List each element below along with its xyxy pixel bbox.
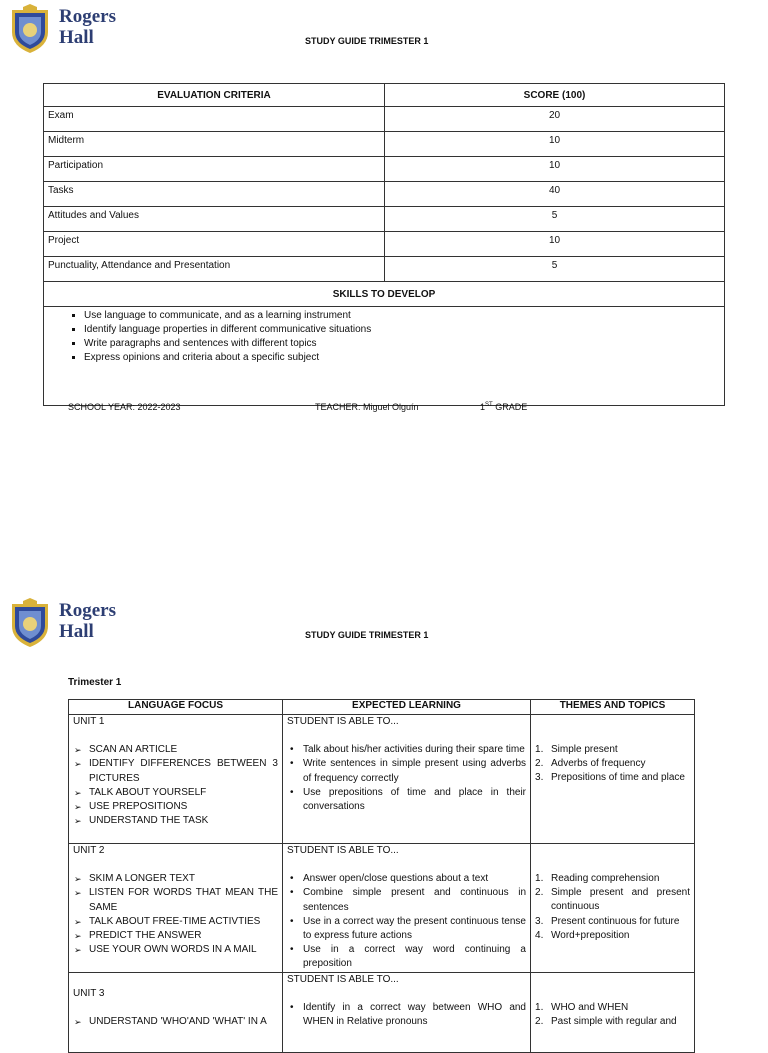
list-item: • Use prepositions of time and place in their conversations [303, 786, 526, 814]
school-year: SCHOOL YEAR: 2022-2023 [68, 402, 181, 412]
themes-cell [531, 715, 695, 844]
study-plan-table [68, 699, 695, 1053]
list-item: Simple present [551, 744, 618, 755]
themes-list [535, 1001, 690, 1029]
expected-learning-header: EXPECTED LEARNING [283, 700, 531, 715]
evaluation-table [43, 83, 725, 406]
brand-line-2: Hall [59, 27, 94, 48]
list-item: ▪ Use language to communicate, and as a learning instrument [84, 309, 720, 323]
table-row [44, 257, 725, 282]
list-item: ➢ LISTEN FOR WORDS THAT MEAN THE SAME [89, 886, 278, 914]
unit-name: UNIT 1 [73, 716, 105, 727]
brand-line-1: Rogers [59, 6, 116, 27]
shield-crest-icon [8, 598, 52, 648]
criteria-cell: Participation [44, 157, 385, 182]
themes-cell [531, 973, 695, 1053]
shield-crest-icon [8, 4, 52, 54]
list-item: Reading comprehension [551, 873, 660, 884]
brand-name [59, 600, 116, 642]
table-row [44, 207, 725, 232]
criteria-cell: Project [44, 232, 385, 257]
list-item: • Identify in a correct way between WHO and WHEN in Relative pronouns [303, 1001, 526, 1029]
list-item: • Talk about his/her activities during their spare time [303, 743, 526, 757]
focus-cell [69, 973, 283, 1053]
learning-cell [283, 844, 531, 973]
criteria-cell: Attitudes and Values [44, 207, 385, 232]
skills-cell [44, 307, 725, 406]
list-item: ➢ UNDERSTAND 'WHO'AND 'WHAT' IN A [89, 1015, 278, 1029]
list-item: Adverbs of frequency [551, 758, 646, 770]
table-row [44, 182, 725, 207]
able-label: STUDENT IS ABLE TO... [287, 716, 399, 727]
focus-list [73, 872, 278, 957]
grade-label [480, 402, 527, 412]
language-focus-header: LANGUAGE FOCUS [69, 700, 283, 715]
able-label: STUDENT IS ABLE TO... [287, 974, 399, 985]
list-item: ➢ SKIM A LONGER TEXT [89, 872, 278, 886]
score-header: SCORE (100) [385, 84, 725, 107]
table-row [44, 157, 725, 182]
list-item: Past simple with regular and [551, 1016, 677, 1028]
table-row [69, 715, 695, 844]
list-item: ➢ SCAN AN ARTICLE [89, 743, 278, 757]
teacher-name: TEACHER: Miguel Olguín [315, 402, 419, 412]
table-row [69, 973, 695, 1053]
list-item: Prepositions of time and place [551, 772, 685, 784]
table-row [44, 107, 725, 132]
criteria-cell: Exam [44, 107, 385, 132]
list-item: ➢ PREDICT THE ANSWER [89, 929, 278, 943]
focus-cell [69, 715, 283, 844]
themes-list [535, 743, 690, 786]
score-cell: 10 [385, 157, 725, 182]
list-item: ➢ UNDERSTAND THE TASK [89, 814, 278, 828]
score-cell: 40 [385, 182, 725, 207]
table-row [44, 132, 725, 157]
list-item: Simple present and present continuous [551, 887, 690, 913]
criteria-cell: Tasks [44, 182, 385, 207]
focus-list [73, 743, 278, 828]
score-cell: 10 [385, 132, 725, 157]
brand-name [59, 6, 116, 48]
able-label: STUDENT IS ABLE TO... [287, 845, 399, 856]
grade-text: GRADE [492, 402, 528, 412]
unit-name: UNIT 3 [73, 988, 105, 999]
list-item: • Use in a correct way the present continuous tense to express future actions [303, 915, 526, 943]
focus-list [73, 1015, 278, 1029]
focus-cell [69, 844, 283, 973]
score-cell: 5 [385, 257, 725, 282]
list-item: ▪ Express opinions and criteria about a specific subject [84, 351, 720, 365]
themes-list [535, 872, 690, 943]
page-title: STUDY GUIDE TRIMESTER 1 [305, 630, 429, 640]
learning-cell [283, 715, 531, 844]
learning-list [287, 872, 526, 971]
page-title: STUDY GUIDE TRIMESTER 1 [305, 36, 429, 46]
learning-list [287, 1001, 526, 1029]
skills-list [48, 309, 720, 365]
list-item: • Answer open/close questions about a text [303, 872, 526, 886]
list-item: • Write sentences in simple present using adverbs of frequency correctly [303, 757, 526, 785]
school-logo [8, 4, 118, 54]
score-cell: 20 [385, 107, 725, 132]
list-item: WHO and WHEN [551, 1002, 629, 1013]
themes-cell [531, 844, 695, 973]
score-cell: 5 [385, 207, 725, 232]
list-item: Present continuous for future [551, 915, 680, 927]
list-item: ▪ Identify language properties in different communicative situations [84, 323, 720, 337]
skills-header: SKILLS TO DEVELOP [44, 282, 725, 307]
school-logo [8, 598, 118, 648]
score-cell: 10 [385, 232, 725, 257]
grade-suffix: ST [485, 402, 493, 408]
themes-header: THEMES AND TOPICS [531, 700, 695, 715]
list-item: ➢ TALK ABOUT FREE-TIME ACTIVTIES [89, 915, 278, 929]
list-item: ➢ USE PREPOSITIONS [89, 800, 278, 814]
brand-line-1: Rogers [59, 600, 116, 621]
trimester-label: Trimester 1 [68, 677, 122, 688]
criteria-cell: Midterm [44, 132, 385, 157]
table-row [44, 232, 725, 257]
list-item: ➢ IDENTIFY DIFFERENCES BETWEEN 3 PICTURES [89, 757, 278, 785]
learning-cell [283, 973, 531, 1053]
list-item: • Combine simple present and continuous in sentences [303, 886, 526, 914]
list-item: • Use in a correct way word continuing a preposition [303, 943, 526, 971]
learning-list [287, 743, 526, 814]
grade-number: 1 [480, 402, 486, 412]
list-item: ▪ Write paragraphs and sentences with different topics [84, 337, 720, 351]
list-item: ➢ USE YOUR OWN WORDS IN A MAIL [89, 943, 278, 957]
list-item: ➢ TALK ABOUT YOURSELF [89, 786, 278, 800]
brand-line-2: Hall [59, 621, 94, 642]
table-row [69, 844, 695, 973]
criteria-header: EVALUATION CRITERIA [44, 84, 385, 107]
criteria-cell: Punctuality, Attendance and Presentation [44, 257, 385, 282]
unit-name: UNIT 2 [73, 845, 105, 856]
list-item: Word+preposition [551, 929, 630, 941]
